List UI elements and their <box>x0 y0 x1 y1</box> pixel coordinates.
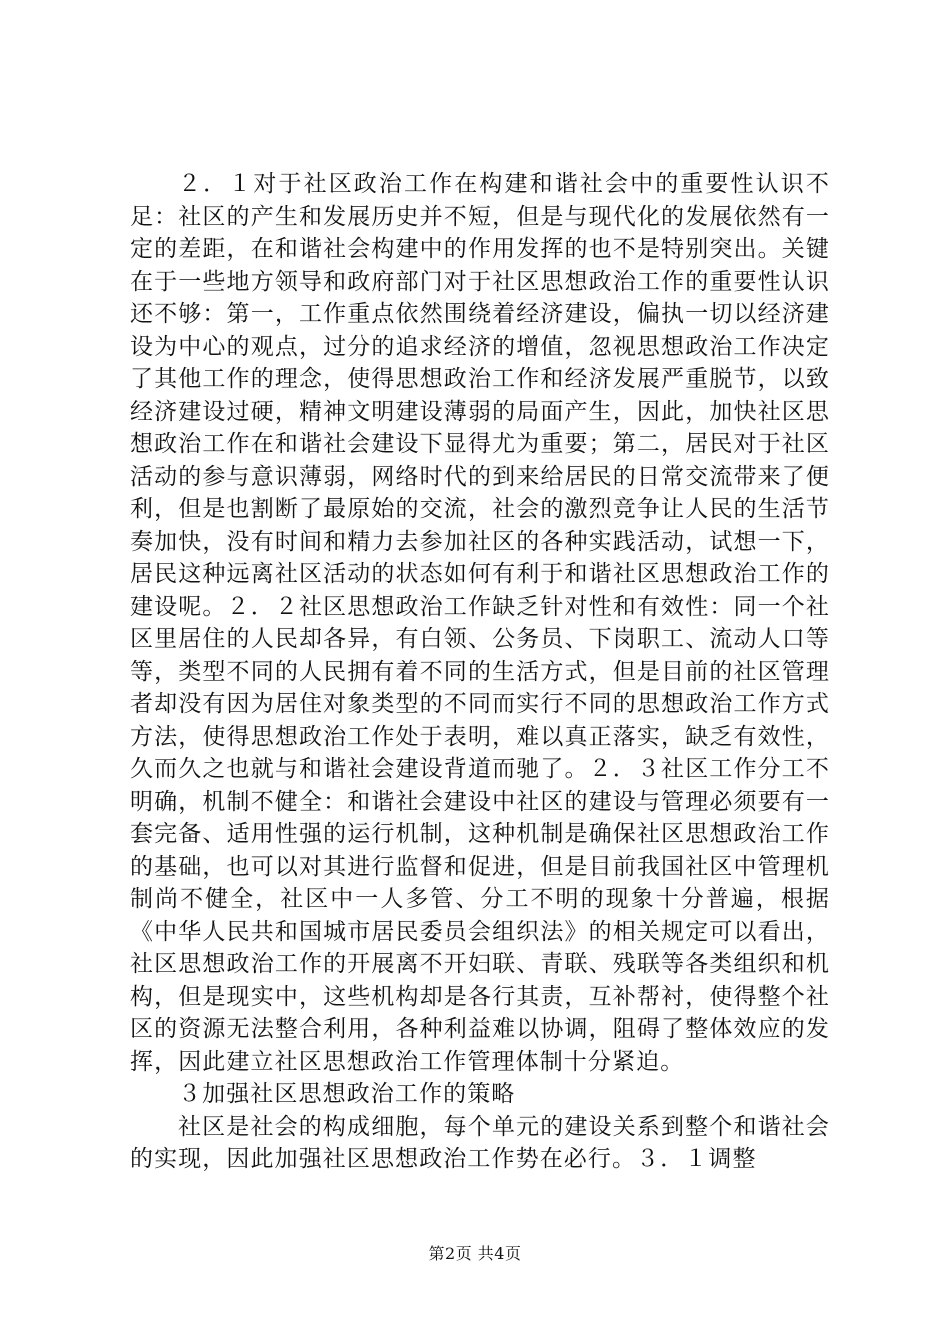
paragraph-section-3: 社区是社会的构成细胞，每个单元的建设关系到整个和谐社会的实现，因此加强社区思想政治工作势在必行。３．１调整 <box>130 1113 830 1172</box>
paragraph-section-2: ２．１对于社区政治工作在构建和谐社会中的重要性认识不足：社区的产生和发展历史并不短，但是与现代化的发展依然有一定的差距，在和谐社会构建中的作用发挥的也不是特别突出。关键在于一些地方领导和政府部门对于社区思想政治工作的重要性认识还不够：第一，工作重点依然围绕着经济建设，偏执一切以经济建设为中心的观点，过分的追求经济的增值，忽视思想政治工作决定了其他工作的理念，使得思想政治工作和经济发展严重脱节，以致经济建设过硬，精神文明建设薄弱的局面产生，因此，加快社区思想政治工作在和谐社会建设下显得尤为重要；第二，居民对于社区活动的参与意识薄弱，网络时代的到来给居民的日常交流带来了便利，但是也割断了最原始的交流，社会的激烈竞争让人民的生活节奏加快，没有时间和精力去参加社区的各种实践活动，试想一下，居民这种远离社区活动的状态如何有利于和谐社区思想政治工作的建设呢。２．２社区思想政治工作缺乏针对性和有效性：同一个社区里居住的人民却各异，有白领、公务员、下岗职工、流动人口等等，类型不同的人民拥有着不同的生活方式，但是目前的社区管理者却没有因为居住对象类型的不同而实行不同的思想政治工作方式方法，使得思想政治工作处于表明，难以真正落实，缺乏有效性，久而久之也就与和谐社会建设背道而驰了。２．３社区工作分工不明确，机制不健全：和谐社会建设中社区的建设与管理必须要有一套完备、适用性强的运行机制，这种机制是确保社区思想政治工作的基础，也可以对其进行监督和促进，但是目前我国社区中管理机制尚不健全，社区中一人多管、分工不明的现象十分普遍，根据《中华人民共和国城市居民委员会组织法》的相关规定可以看出，社区思想政治工作的开展离不开妇联、青联、残联等各类组织和机构，但是现实中，这些机构却是各行其责，互补帮衬，使得整个社区的资源无法整合利用，各种利益难以协调，阻碍了整体效应的发挥，因此建立社区思想政治工作管理体制十分紧迫。 <box>130 171 830 1075</box>
page-footer: 第2页 共4页 <box>428 1244 522 1263</box>
section-heading-3: ３加强社区思想政治工作的策略 <box>178 1081 516 1107</box>
document-body <box>130 168 830 1176</box>
